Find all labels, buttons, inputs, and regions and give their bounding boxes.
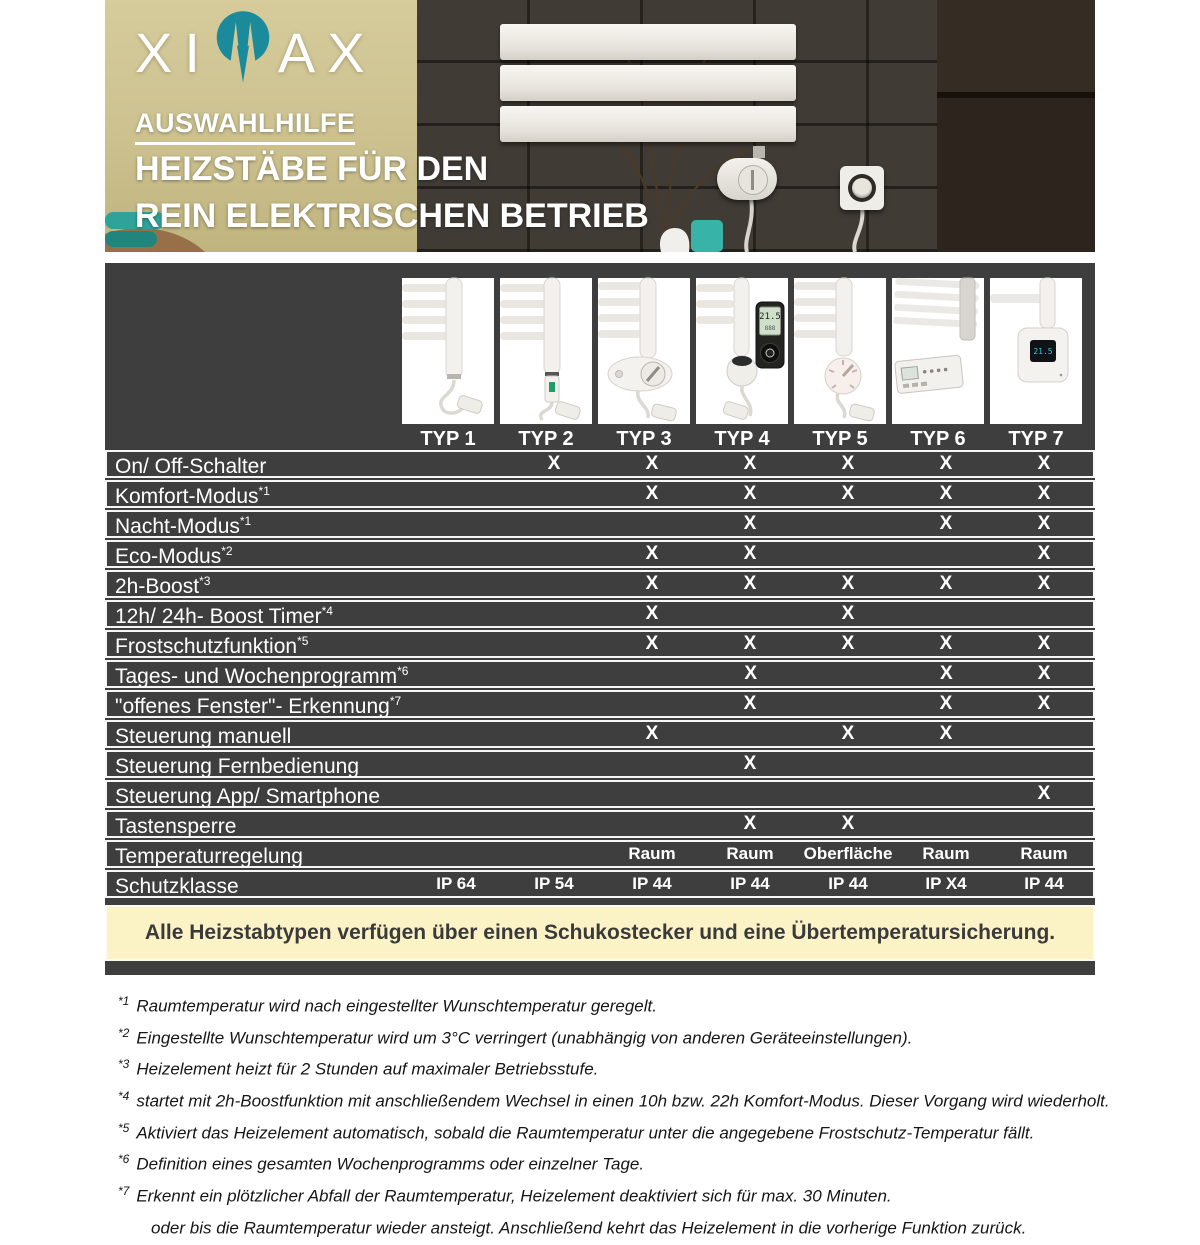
radiator-slat bbox=[500, 65, 796, 101]
feature-cell: Raum bbox=[922, 844, 970, 863]
feature-cell: X bbox=[939, 663, 953, 684]
footnote-marker: *6 bbox=[118, 1152, 130, 1167]
feature-cell: X bbox=[939, 723, 953, 744]
row-label: Tages- und Wochenprogramm$^{*6}$ bbox=[115, 664, 409, 688]
feature-cell: X bbox=[743, 693, 757, 714]
feature-cell: X bbox=[743, 633, 757, 654]
footnote-marker: *4 bbox=[118, 1088, 130, 1103]
feature-cell: X bbox=[1037, 513, 1051, 534]
feature-cell: X bbox=[841, 813, 855, 834]
table-row bbox=[105, 510, 1095, 538]
feature-cell: X bbox=[939, 693, 953, 714]
feature-cell: X bbox=[645, 603, 659, 624]
row-label: On/ Off-Schalter bbox=[115, 455, 267, 478]
product-image-typ1 bbox=[402, 278, 494, 424]
type-header-typ1: TYP 1 bbox=[420, 428, 476, 450]
footnote-marker: *1 bbox=[118, 994, 130, 1008]
product-image-typ7 bbox=[990, 278, 1082, 424]
hero-subtitle: AUSWAHLHILFE bbox=[135, 108, 355, 145]
ximax-m-icon bbox=[212, 10, 274, 84]
feature-cell: IP 44 bbox=[632, 874, 672, 893]
feature-cell: X bbox=[1037, 483, 1051, 504]
footnote-text: startet mit 2h-Boostfunktion mit anschließendem Wechsel in einen 10h bzw. 22h Komfort-Modus. Dieser Vorgang wird wiederholt. bbox=[136, 1091, 1110, 1111]
table-row bbox=[105, 600, 1095, 628]
footnote bbox=[118, 1214, 1168, 1238]
row-label: Komfort-Modus$^{*1}$ bbox=[115, 484, 270, 508]
svg-text:21.5: 21.5 bbox=[1033, 347, 1053, 356]
feature-cell: Raum bbox=[726, 844, 774, 863]
ximax-logo bbox=[135, 10, 377, 94]
feature-cell: X bbox=[743, 813, 757, 834]
table-row bbox=[105, 840, 1095, 868]
table-row bbox=[105, 690, 1095, 718]
feature-cell: X bbox=[645, 633, 659, 654]
type-header-typ3: TYP 3 bbox=[616, 428, 672, 450]
feature-cell: X bbox=[841, 453, 855, 474]
footnote-text: Definition eines gesamten Wochenprogramms oder einzelner Tage. bbox=[136, 1154, 645, 1174]
feature-cell: X bbox=[743, 543, 757, 564]
table-row bbox=[105, 480, 1095, 508]
feature-rows bbox=[105, 450, 1095, 900]
row-label: Steuerung Fernbedienung bbox=[115, 755, 360, 778]
table-row bbox=[105, 570, 1095, 598]
svg-text:888: 888 bbox=[764, 325, 776, 332]
table-row bbox=[105, 750, 1095, 778]
row-label: Steuerung App/ Smartphone bbox=[115, 785, 381, 808]
feature-cell: X bbox=[939, 573, 953, 594]
outlet-plug bbox=[852, 178, 872, 198]
feature-cell: X bbox=[645, 453, 659, 474]
feature-cell: Raum bbox=[628, 844, 676, 863]
row-label: Temperaturregelung bbox=[115, 845, 303, 868]
footnote bbox=[118, 1024, 1168, 1048]
product-image-typ4 bbox=[696, 278, 788, 424]
footnote-marker: *5 bbox=[118, 1120, 130, 1135]
feature-cell: X bbox=[743, 573, 757, 594]
feature-cell: IP 44 bbox=[730, 874, 770, 893]
heating-element-control-image bbox=[717, 158, 777, 200]
footnotes bbox=[118, 992, 1168, 1245]
footnote-text: Eingestellte Wunschtemperatur wird um 3°C verringert (unabhängig von anderen Geräteeinstellungen). bbox=[136, 1028, 913, 1048]
row-label: "offenes Fenster"- Erkennung$^{*7}$ bbox=[115, 694, 402, 718]
radiator-panel-image bbox=[500, 24, 796, 147]
table-row bbox=[105, 870, 1095, 898]
feature-cell: IP 44 bbox=[1024, 874, 1064, 893]
radiator-slat bbox=[500, 24, 796, 60]
row-label: Steuerung manuell bbox=[115, 725, 292, 748]
feature-cell: IP 54 bbox=[534, 874, 574, 893]
feature-cell: X bbox=[841, 723, 855, 744]
type-header-typ4: TYP 4 bbox=[714, 428, 770, 450]
row-label: 2h-Boost$^{*3}$ bbox=[115, 574, 211, 598]
footnote bbox=[118, 1119, 1168, 1143]
hero-photo bbox=[105, 0, 1095, 252]
type-header-typ7: TYP 7 bbox=[1008, 428, 1064, 450]
type-header-typ5: TYP 5 bbox=[812, 428, 868, 450]
table-row bbox=[105, 660, 1095, 688]
row-label: 12h/ 24h- Boost Timer$^{*4}$ bbox=[115, 604, 333, 628]
info-banner: Alle Heizstabtypen verfügen über einen Schukostecker und eine Übertemperatursicherung. bbox=[105, 905, 1095, 961]
table-row bbox=[105, 720, 1095, 748]
row-label: Eco-Modus$^{*2}$ bbox=[115, 544, 233, 568]
feature-cell: X bbox=[1037, 783, 1051, 804]
footnote bbox=[118, 1087, 1168, 1111]
feature-cell: X bbox=[1037, 633, 1051, 654]
feature-cell: X bbox=[841, 573, 855, 594]
product-image-typ6 bbox=[892, 278, 984, 424]
row-label: Tastensperre bbox=[115, 815, 237, 838]
hero-title-line2: REIN ELEKTRISCHEN BETRIEB bbox=[135, 197, 649, 235]
hero-title-line1: HEIZSTÄBE FÜR DEN bbox=[135, 150, 489, 188]
feature-cell: X bbox=[645, 543, 659, 564]
product-image-typ5 bbox=[794, 278, 886, 424]
feature-cell: X bbox=[1037, 453, 1051, 474]
footnote-text: Aktiviert das Heizelement automatisch, sobald die Raumtemperatur unter die angegebene Frostschutz-Temperatur fällt. bbox=[136, 1123, 1035, 1143]
feature-cell: X bbox=[645, 483, 659, 504]
row-label: Frostschutzfunktion$^{*5}$ bbox=[115, 634, 309, 658]
feature-cell: X bbox=[841, 603, 855, 624]
footnote-marker: *3 bbox=[118, 1057, 130, 1072]
table-row bbox=[105, 450, 1095, 478]
footnote bbox=[118, 992, 1168, 1016]
footnote bbox=[118, 1150, 1168, 1174]
feature-cell: X bbox=[939, 483, 953, 504]
feature-cell: X bbox=[744, 663, 758, 684]
feature-cell: X bbox=[743, 483, 757, 504]
feature-cell: Raum bbox=[1020, 844, 1068, 863]
feature-cell: IP 44 bbox=[828, 874, 868, 893]
feature-cell: X bbox=[939, 633, 953, 654]
row-label: Nacht-Modus$^{*1}$ bbox=[115, 514, 252, 538]
feature-cell: X bbox=[645, 573, 659, 594]
comparison-table bbox=[105, 263, 1095, 975]
feature-cell: IP 64 bbox=[436, 874, 476, 893]
feature-cell: X bbox=[1037, 663, 1051, 684]
table-row bbox=[105, 780, 1095, 808]
footnote bbox=[118, 1182, 1168, 1206]
footnote-text: Heizelement heizt für 2 Stunden auf maximaler Betriebsstufe. bbox=[136, 1059, 599, 1079]
product-image-typ3 bbox=[598, 278, 690, 424]
feature-cell: X bbox=[743, 753, 757, 774]
feature-cell: X bbox=[1037, 543, 1051, 564]
footnote bbox=[118, 1055, 1168, 1079]
feature-cell: X bbox=[1037, 693, 1051, 714]
feature-cell: X bbox=[841, 483, 855, 504]
svg-text:21.5: 21.5 bbox=[759, 312, 781, 322]
feature-cell: X bbox=[645, 723, 659, 744]
feature-cell: X bbox=[841, 633, 855, 654]
logo-text-post: AX bbox=[277, 20, 377, 84]
feature-cell: X bbox=[743, 453, 757, 474]
feature-cell: X bbox=[1037, 573, 1051, 594]
type-header-typ6: TYP 6 bbox=[910, 428, 966, 450]
feature-cell: IP X4 bbox=[925, 874, 967, 893]
radiator-slat bbox=[500, 106, 796, 142]
footnote-marker: *7 bbox=[118, 1183, 130, 1198]
footnote-text: Erkennt ein plötzlicher Abfall der Raumtemperatur, Heizelement deaktiviert sich für max. 30 Minuten. bbox=[136, 1186, 892, 1206]
feature-cell: X bbox=[939, 513, 953, 534]
type-header-typ2: TYP 2 bbox=[518, 428, 574, 450]
logo-text-pre: XI bbox=[135, 20, 212, 84]
table-row bbox=[105, 810, 1095, 838]
feature-cell: X bbox=[547, 453, 561, 474]
feature-cell: X bbox=[743, 513, 757, 534]
footnote-text: Raumtemperatur wird nach eingestellter Wunschtemperatur geregelt. bbox=[136, 996, 657, 1016]
control-dial-icon bbox=[738, 165, 768, 195]
table-row bbox=[105, 540, 1095, 568]
feature-cell: X bbox=[939, 453, 953, 474]
row-label: Schutzklasse bbox=[115, 875, 239, 898]
footnote-text: oder bis die Raumtemperatur wieder ansteigt. Anschließend kehrt das Heizelement in die vorherige Funktion zurück. bbox=[151, 1218, 1027, 1238]
feature-cell: Oberfläche bbox=[803, 844, 893, 863]
footnote-marker: *2 bbox=[118, 1025, 130, 1040]
product-image-typ2 bbox=[500, 278, 592, 424]
table-row bbox=[105, 630, 1095, 658]
wall-outlet-image bbox=[840, 166, 884, 210]
